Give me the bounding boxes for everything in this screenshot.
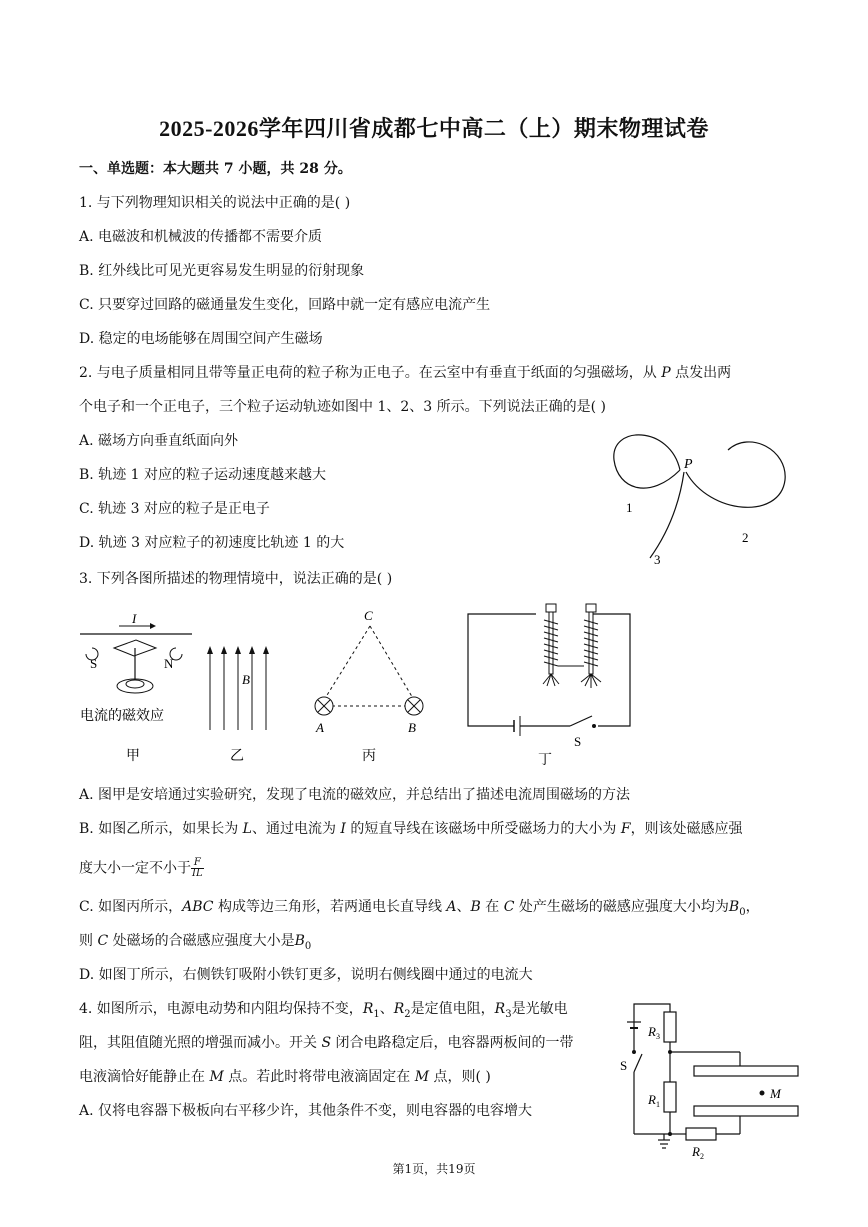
question-4-stem-line2: 阻，其阻值随光照的增强而减小。开关 S 闭合电路稳定后，电容器两板间的一带 [79, 1035, 574, 1051]
q1-option-c: C. 只要穿过回路的磁通量发生变化，回路中就一定有感应电流产生 [79, 297, 491, 313]
q3-option-b: B. 如图乙所示，如果长为 L、通过电流为 I 的短直导线在该磁场中所受磁场力的大小为 F，则该处磁感应强 [79, 821, 743, 837]
track-3-label: 3 [654, 552, 661, 567]
question-1-stem: 1. 与下列物理知识相关的说法中正确的是( ) [79, 195, 351, 211]
question-4-stem-line3: 电液滴恰好能静止在 M 点。若此时将带电液滴固定在 M 点，则( ) [79, 1069, 491, 1085]
page-title: 2025-2026学年四川省成都七中高二（上）期末物理试卷 [159, 116, 709, 141]
figure-jia-caption: 电流的磁效应 [80, 709, 164, 724]
figure-ding-label: 丁 [538, 753, 552, 768]
figure-jia-label: 甲 [126, 749, 140, 764]
point-p-label: P [684, 457, 693, 472]
question-4-stem: 4. 如图所示，电源电动势和内阻均保持不变，$R_1$、$R_2$是定值电阻，$R_3$是光敏电 [79, 1001, 568, 1020]
page-footer: 第1页，共19页 [392, 1162, 476, 1176]
pole-s-label: S [90, 656, 98, 671]
fraction-f-over-il: $\frac{F}{IL}$ [192, 857, 203, 879]
circuit-figure [614, 992, 800, 1162]
q3-option-c: C. 如图丙所示，ABC 构成等边三角形，若两通电长直导线 A、B 在 C 处产生磁场的磁感应强度大小均为$B_0$， [79, 899, 760, 918]
figure-yi-magnetic-field [200, 640, 280, 774]
q2-option-a: A. 磁场方向垂直纸面向外 [79, 433, 239, 449]
field-b-label: B [242, 672, 250, 687]
q3-option-c-line2: 则 C 处磁场的合磁感应强度大小是$B_0$ [79, 933, 312, 952]
point-m-label: M [770, 1086, 781, 1101]
figure-yi-label: 乙 [230, 749, 244, 764]
wire-a-label: A [316, 720, 324, 735]
r2-label: $R_2$ [692, 1144, 704, 1161]
switch-s-circuit-label: S [620, 1058, 628, 1073]
figure-jia-oersted [74, 608, 204, 774]
pole-n-label: N [164, 656, 174, 671]
r1-label: $R_1$ [648, 1092, 660, 1109]
question-3-stem: 3. 下列各图所描述的物理情境中，说法正确的是( ) [79, 571, 393, 587]
q1-option-b: B. 红外线比可见光更容易发生明显的衍射现象 [79, 263, 365, 279]
current-i-label: I [132, 611, 137, 626]
q2-option-c: C. 轨迹 3 对应的粒子是正电子 [79, 501, 270, 517]
question-2-stem: 2. 与电子质量相同且带等量正电荷的粒子称为正电子。在云室中有垂直于纸面的匀强磁场，从 P 点发出两 [79, 365, 732, 381]
track-2-label: 2 [742, 530, 749, 545]
q3-option-d: D. 如图丁所示，右侧铁钉吸附小铁钉更多，说明右侧线圈中通过的电流大 [79, 967, 533, 983]
q2-option-d: D. 轨迹 3 对应粒子的初速度比轨迹 1 的大 [79, 535, 345, 551]
figure-bing-triangle [306, 604, 436, 774]
point-c-label: C [364, 608, 373, 623]
q1-option-a: A. 电磁波和机械波的传播都不需要介质 [79, 229, 323, 245]
wire-b-label: B [408, 720, 416, 735]
q3-option-a: A. 图甲是安培通过实验研究，发现了电流的磁效应，并总结出了描述电流周围磁场的方法 [79, 787, 631, 803]
figure-bing-label: 丙 [362, 749, 376, 764]
q1-option-d: D. 稳定的电场能够在周围空间产生磁场 [79, 331, 323, 347]
section-heading: 一、单选题：本大题共 7 小题，共 28 分。 [79, 161, 352, 177]
r3-label: $R_3$ [648, 1024, 660, 1041]
question-2-stem-line2: 个电子和一个正电子，三个粒子运动轨迹如图中 1、2、3 所示。下列说法正确的是( ) [79, 399, 606, 415]
particle-tracks-figure [600, 430, 810, 575]
track-1-label: 1 [626, 500, 633, 515]
q4-option-a: A. 仅将电容器下极板向右平移少许，其他条件不变，则电容器的电容增大 [79, 1103, 533, 1119]
q3-option-b-line2: 度大小一定不小于 $\frac{F}{IL}$ [79, 857, 203, 879]
figure-ding-electromagnets [466, 600, 636, 774]
q2-option-b: B. 轨迹 1 对应的粒子运动速度越来越大 [79, 467, 326, 483]
switch-s-label: S [574, 734, 582, 749]
